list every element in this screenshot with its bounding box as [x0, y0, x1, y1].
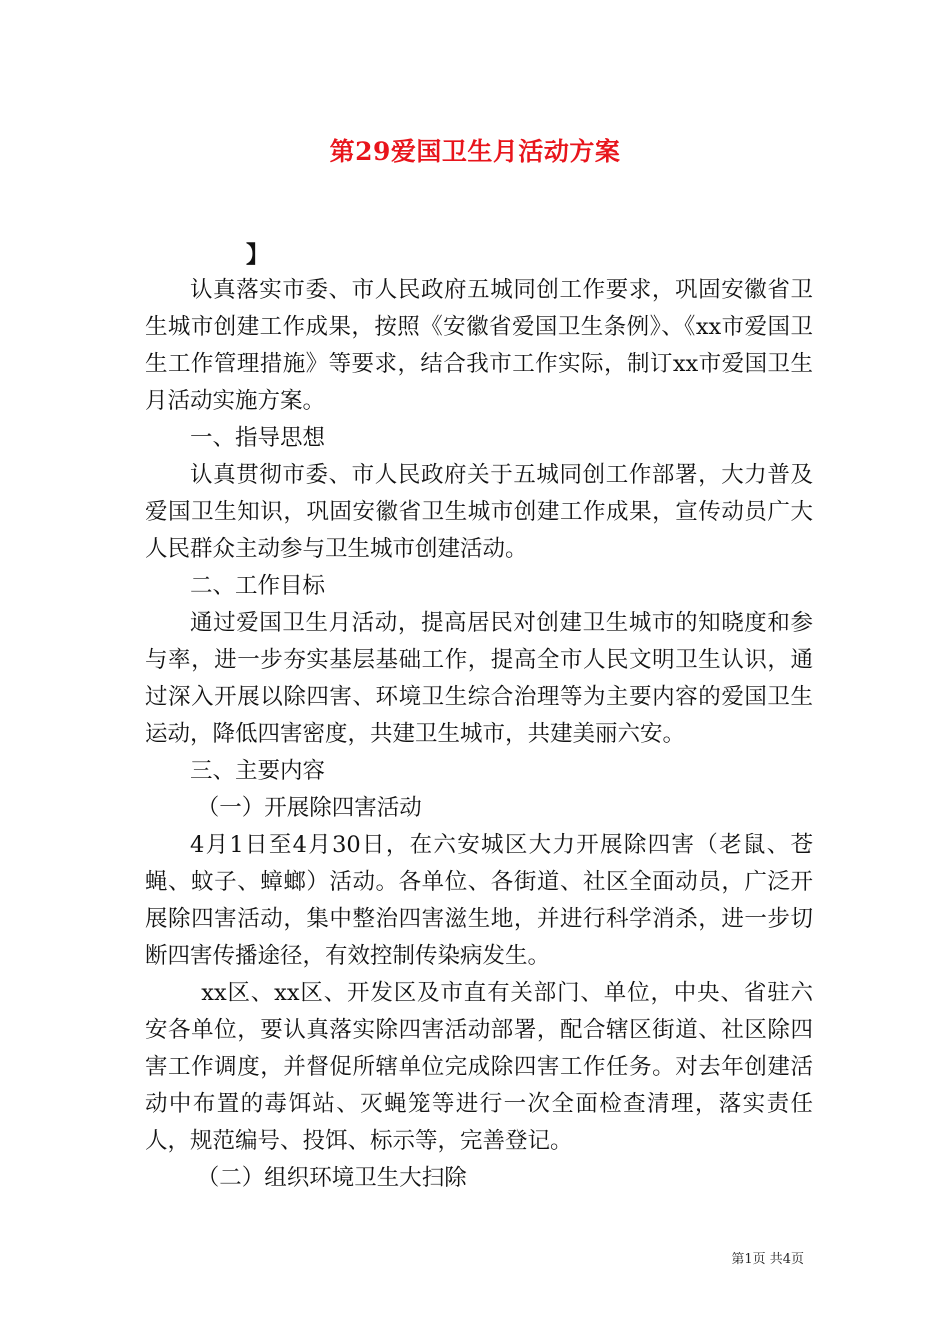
- pest-control-paragraph: 4月1日至4月30日，在六安城区大力开展除四害（老鼠、苍蝇、蚊子、蟑螂）活动。各单位、各街道、社区全面动员，广泛开展除四害活动，集中整治四害滋生地，并进行科学消杀，进一步切断四害传播途径，有效控制传染病发生。: [145, 832, 813, 969]
- intro-paragraph: 认真落实市委、市人民政府五城同创工作要求，巩固安徽省卫生城市创建工作成果，按照《安徽省爱国卫生条例》、《xx市爱国卫生工作管理措施》等要求，结合我市工作实际，制订xx市爱国卫生月活动实施方案。: [145, 277, 813, 414]
- document-title: 第29爱国卫生月活动方案: [329, 137, 621, 166]
- page-number-footer: 第1页 共4页: [731, 1252, 804, 1267]
- bracket-marker: 】: [246, 241, 269, 268]
- document-body: [145, 272, 813, 1197]
- work-goal-paragraph: 通过爱国卫生月活动，提高居民对创建卫生城市的知晓度和参与率，进一步夯实基层基础工作，提高全市人民文明卫生认识，通过深入开展以除四害、环境卫生综合治理等为主要内容的爱国卫生运动，降低四害密度，共建卫生城市，共建美丽六安。: [145, 610, 813, 747]
- section-heading-work-goal: 二、工作目标: [190, 573, 326, 599]
- section-heading-guiding-thought: 一、指导思想: [190, 425, 326, 451]
- subsection-heading-pest-control: （一）开展除四害活动: [196, 795, 422, 821]
- guiding-thought-paragraph: 认真贯彻市委、市人民政府关于五城同创工作部署，大力普及爱国卫生知识，巩固安徽省卫生城市创建工作成果，宣传动员广大人民群众主动参与卫生城市创建活动。: [145, 462, 813, 562]
- district-duties-paragraph: xx区、xx区、开发区及市直有关部门、单位，中央、省驻六安各单位，要认真落实除四害活动部署，配合辖区街道、社区除四害工作调度，并督促所辖单位完成除四害工作任务。对去年创建活动中布置的毒饵站、灭蝇笼等进行一次全面检查清理，落实责任人，规范编号、投饵、标示等，完善登记。: [145, 980, 813, 1154]
- subsection-heading-cleanup: （二）组织环境卫生大扫除: [196, 1165, 467, 1191]
- section-heading-main-content: 三、主要内容: [190, 758, 326, 784]
